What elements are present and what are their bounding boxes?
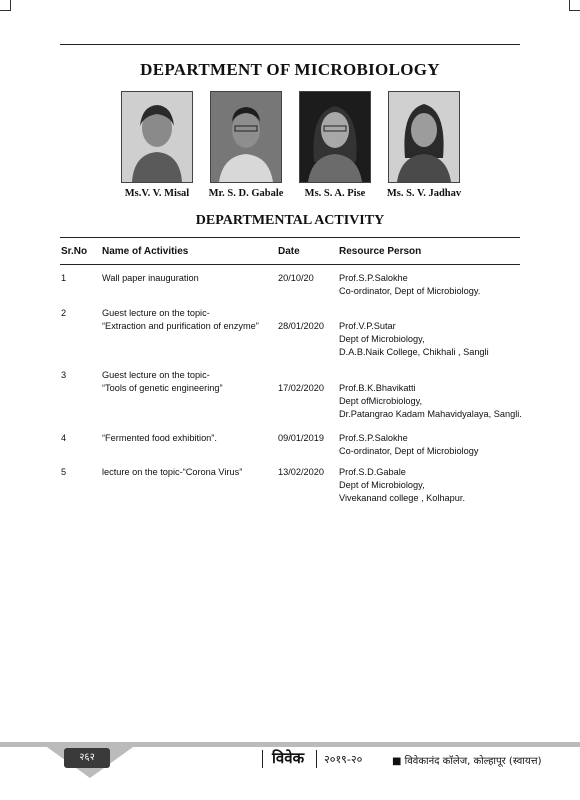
activity-cell xyxy=(102,272,199,285)
activity-line: “Tools of genetic engineering” xyxy=(102,383,223,393)
faculty-photo xyxy=(299,91,371,183)
resource-cell xyxy=(339,382,522,421)
footer-separator xyxy=(262,750,263,768)
faculty-photo xyxy=(121,91,193,183)
resource-line: Dept of Microbiology, xyxy=(339,480,425,490)
row-number: 1 xyxy=(61,273,67,283)
resource-line: Prof.B.K.Bhavikatti xyxy=(339,383,416,393)
row-number: 4 xyxy=(61,433,67,443)
date-cell: 17/02/2020 xyxy=(278,383,324,393)
faculty-photo xyxy=(210,91,282,183)
resource-cell xyxy=(339,466,465,505)
activity-cell xyxy=(102,432,217,445)
row-number: 5 xyxy=(61,467,67,477)
date-cell: 28/01/2020 xyxy=(278,321,324,331)
resource-line: Prof.S.D.Gabale xyxy=(339,467,406,477)
department-heading: DEPARTMENT OF MICROBIOLOGY xyxy=(140,60,440,79)
activity-cell xyxy=(102,369,223,395)
resource-line: Dept ofMicrobiology, xyxy=(339,396,423,406)
faculty-photo xyxy=(388,91,460,183)
header-activity: Name of Activities xyxy=(102,246,189,257)
resource-line: Prof.S.P.Salokhe xyxy=(339,433,408,443)
header-resource-person: Resource Person xyxy=(339,246,422,257)
faculty-card xyxy=(121,91,193,199)
activity-line: “Extraction and purification of enzyme” xyxy=(102,321,259,331)
college-name: ■ विवेकानंद कॉलेज, कोल्हापूर (स्वायत्त) xyxy=(392,756,542,767)
resource-line: Dr.Patangrao Kadam Mahavidyalaya, Sangli. xyxy=(339,409,522,419)
resource-cell xyxy=(339,432,478,458)
resource-line: Co-ordinator, Dept of Microbiology. xyxy=(339,286,481,296)
resource-cell xyxy=(339,320,489,359)
top-rule xyxy=(60,44,520,45)
date-cell: 13/02/2020 xyxy=(278,467,324,477)
page-number: २६२ xyxy=(64,748,110,768)
resource-line: D.A.B.Naik College, Chikhali , Sangli xyxy=(339,347,489,357)
year-label: २०१९-२० xyxy=(324,753,363,766)
footer-separator xyxy=(316,750,317,768)
date-cell: 20/10/20 xyxy=(278,273,314,283)
resource-line: Prof.V.P.Sutar xyxy=(339,321,396,331)
activity-line: Guest lecture on the topic- xyxy=(102,308,210,318)
header-srno: Sr.No xyxy=(61,246,88,257)
activity-line: Wall paper inauguration xyxy=(102,273,199,283)
crop-mark-top-left xyxy=(0,0,11,11)
header-date: Date xyxy=(278,246,300,257)
faculty-name: Ms. S. A. Pise xyxy=(304,188,366,199)
resource-line: Vivekanand college , Kolhapur. xyxy=(339,493,465,503)
activity-cell xyxy=(102,307,259,333)
faculty-name: Ms. S. V. Jadhav xyxy=(386,188,462,199)
activity-line: lecture on the topic-“Corona Virus” xyxy=(102,467,243,477)
activity-line: Guest lecture on the topic- xyxy=(102,370,210,380)
faculty-card xyxy=(210,91,282,199)
activity-heading: DEPARTMENTAL ACTIVITY xyxy=(195,213,385,228)
magazine-name: विवेक xyxy=(272,749,305,767)
faculty-photos xyxy=(0,91,580,206)
row-number: 3 xyxy=(61,370,67,380)
date-cell: 09/01/2019 xyxy=(278,433,324,443)
college-name-text: विवेकानंद कॉलेज, कोल्हापूर (स्वायत्त) xyxy=(404,756,542,767)
faculty-name: Ms.V. V. Misal xyxy=(124,188,190,199)
row-number: 2 xyxy=(61,308,67,318)
activity-table xyxy=(60,237,522,503)
activity-line: “Fermented food exhibition”. xyxy=(102,433,217,443)
faculty-card xyxy=(388,91,460,199)
faculty-card xyxy=(299,91,371,199)
resource-cell xyxy=(339,272,480,298)
activity-cell xyxy=(102,466,242,479)
faculty-name: Mr. S. D. Gabale xyxy=(208,188,284,199)
resource-line: Prof.S.P.Salokhe xyxy=(339,273,408,283)
crop-mark-top-right xyxy=(569,0,580,11)
resource-line: Co-ordinator, Dept of Microbiology xyxy=(339,446,479,456)
resource-line: Dept of Microbiology, xyxy=(339,334,425,344)
table-header xyxy=(60,237,520,265)
